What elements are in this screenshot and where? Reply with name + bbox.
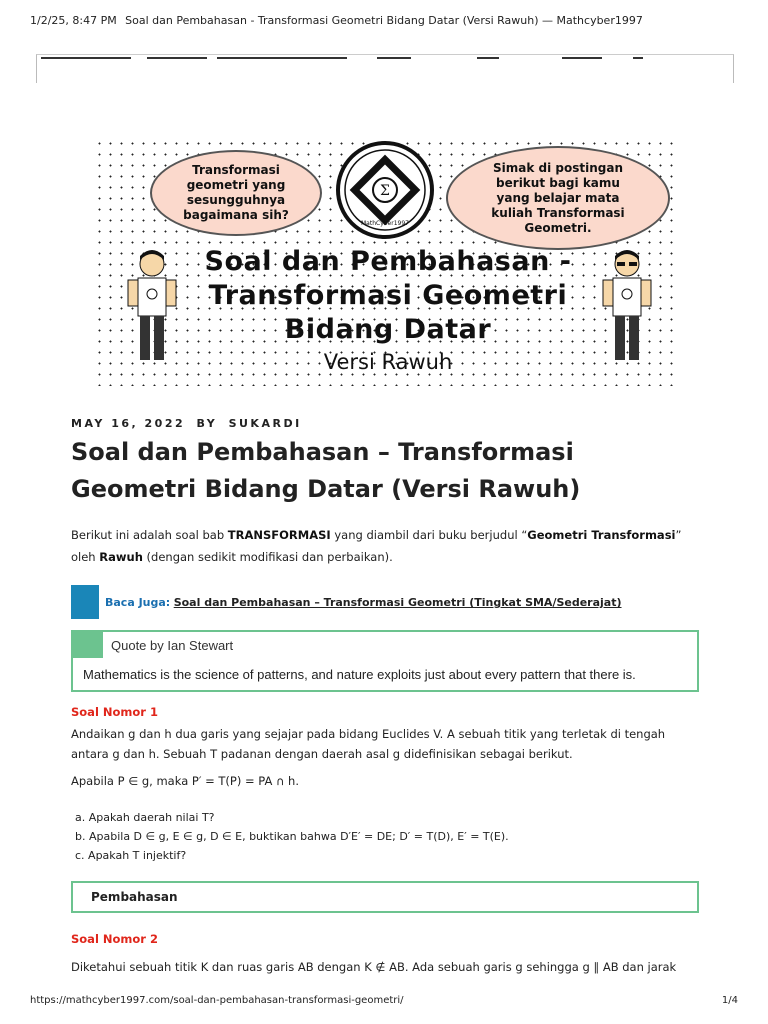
soal-1-heading: Soal Nomor 1 [71, 705, 158, 719]
svg-text:MathCyber1997: MathCyber1997 [361, 220, 409, 227]
related-post-box [71, 585, 697, 619]
site-header-frame [36, 54, 734, 83]
quote-body: Mathematics is the science of patterns, and nature exploits just about every pattern that there is. [83, 667, 636, 682]
cartoon-person-left [124, 248, 180, 368]
speech-bubble-right: Simak di postingan berikut bagi kamu yang belajar mata kuliah Transformasi Geometri. [446, 146, 670, 250]
nav-line [477, 57, 499, 59]
nav-line [217, 57, 347, 59]
intro-paragraph: Berikut ini adalah soal bab TRANSFORMASI yang diambil dari buku berjudul “Geometri Transformasi” oleh Rawuh (dengan sedikit modifikasi dan perbaikan). [71, 528, 682, 564]
pembahasan-toggle[interactable] [71, 881, 699, 913]
soal-1-item-c: c. Apakah T injektif? [75, 849, 187, 862]
featured-banner [94, 138, 676, 386]
quote-accent-square [73, 632, 103, 658]
post-by: BY [196, 417, 218, 430]
post-meta [71, 417, 307, 430]
print-url: https://mathcyber1997.com/soal-dan-pembahasan-transformasi-geometri/ [30, 995, 404, 1006]
related-label: Baca Juga: [105, 596, 171, 609]
banner-subtitle: Versi Rawuh [323, 350, 453, 374]
soal-1-line3: Apabila P ∈ g, maka P′ = T(P) = PA ∩ h. [71, 774, 300, 788]
soal-2-line1: Diketahui sebuah titik K dan ruas garis AB dengan K ∉ AB. Ada sebuah garis g sehingga g ∥ AB dan jarak [71, 960, 677, 974]
post-date: MAY 16, 2022 [71, 417, 186, 430]
article-title: Soal dan Pembahasan – Transformasi Geometri Bidang Datar (Versi Rawuh) [71, 438, 581, 503]
related-link[interactable]: Soal dan Pembahasan – Transformasi Geometri (Tingkat SMA/Sederajat) [173, 596, 622, 609]
soal-2-heading: Soal Nomor 2 [71, 932, 158, 946]
quote-title: Quote by Ian Stewart [111, 638, 234, 653]
banner-title-line2: Transformasi Geometri [208, 280, 568, 311]
mathcyber-logo [332, 140, 438, 240]
print-page-number: 1/4 [721, 995, 738, 1006]
svg-text:Σ: Σ [380, 183, 390, 199]
soal-1-item-a: a. Apakah daerah nilai T? [75, 811, 215, 824]
print-title: Soal dan Pembahasan - Transformasi Geometri Bidang Datar (Versi Rawuh) — Mathcyber1997 [125, 14, 643, 27]
nav-line [147, 57, 207, 59]
banner-title-line3: Bidang Datar [284, 314, 492, 345]
pembahasan-label: Pembahasan [91, 890, 178, 904]
quote-box [71, 630, 699, 692]
banner-title-line1: Soal dan Pembahasan - [204, 246, 572, 277]
speech-bubble-left: Transformasi geometri yang sesungguhnya bagaimana sih? [150, 150, 322, 236]
nav-line [562, 57, 602, 59]
soal-1-line2: antara g dan h. Sebuah T padanan dengan daerah asal g didefinisikan sebagai berikut. [71, 747, 573, 761]
nav-line [377, 57, 411, 59]
print-datetime: 1/2/25, 8:47 PM [30, 14, 117, 27]
nav-line [633, 57, 643, 59]
related-accent-bar [71, 585, 99, 619]
soal-1-line1: Andaikan g dan h dua garis yang sejajar pada bidang Euclides V. A sebuah titik yang terletak di tengah [71, 727, 666, 741]
cartoon-person-right [599, 248, 655, 368]
post-author[interactable]: SUKARDI [228, 417, 302, 430]
soal-1-item-b: b. Apabila D ∈ g, E ∈ g, D ∈ E, buktikan bahwa D′E′ = DE; D′ = T(D), E′ = T(E). [75, 830, 509, 843]
nav-line [41, 57, 131, 59]
